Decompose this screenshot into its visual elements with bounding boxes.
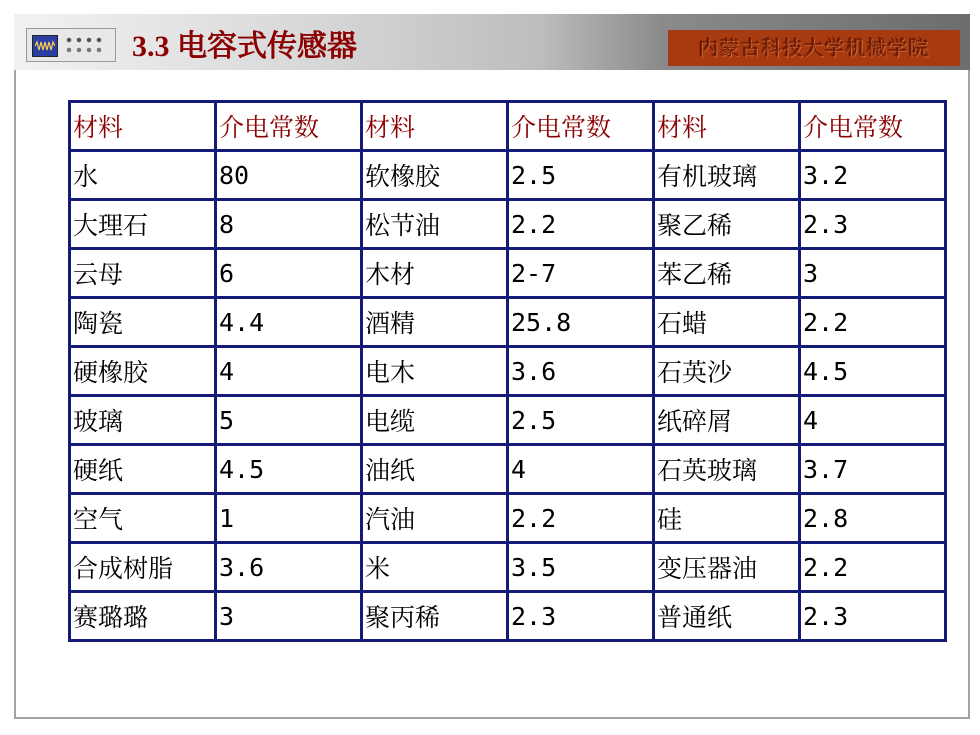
material-cell: 木材 — [362, 249, 508, 298]
table-row — [70, 200, 946, 249]
table-row — [70, 151, 946, 200]
material-cell: 变压器油 — [654, 543, 800, 592]
dielectric-value-cell: 8 — [216, 200, 362, 249]
dielectric-value-cell: 2.2 — [508, 200, 654, 249]
table-header-row — [70, 102, 946, 151]
dielectric-value-cell: 3 — [216, 592, 362, 641]
material-cell: 大理石 — [70, 200, 216, 249]
material-cell: 聚丙稀 — [362, 592, 508, 641]
dielectric-value-cell: 4 — [508, 445, 654, 494]
school-badge: 内蒙古科技大学机械学院 — [668, 30, 960, 66]
material-cell: 酒精 — [362, 298, 508, 347]
dielectric-value-cell: 3.5 — [508, 543, 654, 592]
material-cell: 水 — [70, 151, 216, 200]
table-row — [70, 543, 946, 592]
dielectric-value-cell: 3 — [800, 249, 946, 298]
header-cell: 材料 — [70, 102, 216, 151]
dielectric-value-cell: 2.3 — [508, 592, 654, 641]
material-cell: 石英沙 — [654, 347, 800, 396]
material-cell: 有机玻璃 — [654, 151, 800, 200]
dielectric-value-cell: 80 — [216, 151, 362, 200]
material-cell: 软橡胶 — [362, 151, 508, 200]
dielectric-value-cell: 25.8 — [508, 298, 654, 347]
material-cell: 赛璐璐 — [70, 592, 216, 641]
header-cell: 介电常数 — [800, 102, 946, 151]
dielectric-value-cell: 4 — [800, 396, 946, 445]
dielectric-value-cell: 5 — [216, 396, 362, 445]
dielectric-value-cell: 3.6 — [508, 347, 654, 396]
dielectric-value-cell: 3.6 — [216, 543, 362, 592]
dielectric-value-cell: 4 — [216, 347, 362, 396]
table-row — [70, 592, 946, 641]
dielectric-value-cell: 2.2 — [800, 298, 946, 347]
material-cell: 石英玻璃 — [654, 445, 800, 494]
material-cell: 松节油 — [362, 200, 508, 249]
dielectric-value-cell: 2.3 — [800, 200, 946, 249]
material-cell: 苯乙稀 — [654, 249, 800, 298]
material-cell: 空气 — [70, 494, 216, 543]
dielectric-value-cell: 2.5 — [508, 151, 654, 200]
table-row — [70, 396, 946, 445]
material-cell: 硬橡胶 — [70, 347, 216, 396]
title-bar — [14, 14, 970, 70]
material-cell: 石蜡 — [654, 298, 800, 347]
dielectric-value-cell: 2.2 — [508, 494, 654, 543]
material-cell: 合成树脂 — [70, 543, 216, 592]
dielectric-constant-table — [68, 100, 947, 642]
table-row — [70, 298, 946, 347]
material-cell: 硬纸 — [70, 445, 216, 494]
material-cell: 汽油 — [362, 494, 508, 543]
header-cell: 介电常数 — [216, 102, 362, 151]
page-title: 3.3 电容式传感器 — [132, 30, 357, 63]
table-row — [70, 445, 946, 494]
header-cell: 材料 — [362, 102, 508, 151]
oscilloscope-icon — [26, 28, 116, 62]
dielectric-value-cell: 2.2 — [800, 543, 946, 592]
dielectric-value-cell: 2.3 — [800, 592, 946, 641]
dielectric-value-cell: 3.7 — [800, 445, 946, 494]
dielectric-value-cell: 3.2 — [800, 151, 946, 200]
material-cell: 硅 — [654, 494, 800, 543]
dielectric-value-cell: 6 — [216, 249, 362, 298]
dielectric-value-cell: 4.4 — [216, 298, 362, 347]
material-cell: 油纸 — [362, 445, 508, 494]
table-row — [70, 347, 946, 396]
material-cell: 聚乙稀 — [654, 200, 800, 249]
dielectric-value-cell: 1 — [216, 494, 362, 543]
material-cell: 玻璃 — [70, 396, 216, 445]
header-cell: 材料 — [654, 102, 800, 151]
material-cell: 云母 — [70, 249, 216, 298]
table-row — [70, 494, 946, 543]
table-row — [70, 249, 946, 298]
dielectric-value-cell: 4.5 — [216, 445, 362, 494]
material-cell: 电缆 — [362, 396, 508, 445]
dielectric-value-cell: 2-7 — [508, 249, 654, 298]
header-cell: 介电常数 — [508, 102, 654, 151]
dielectric-value-cell: 4.5 — [800, 347, 946, 396]
material-cell: 电木 — [362, 347, 508, 396]
material-cell: 普通纸 — [654, 592, 800, 641]
material-cell: 米 — [362, 543, 508, 592]
dielectric-value-cell: 2.5 — [508, 396, 654, 445]
dielectric-value-cell: 2.8 — [800, 494, 946, 543]
material-cell: 陶瓷 — [70, 298, 216, 347]
material-cell: 纸碎屑 — [654, 396, 800, 445]
